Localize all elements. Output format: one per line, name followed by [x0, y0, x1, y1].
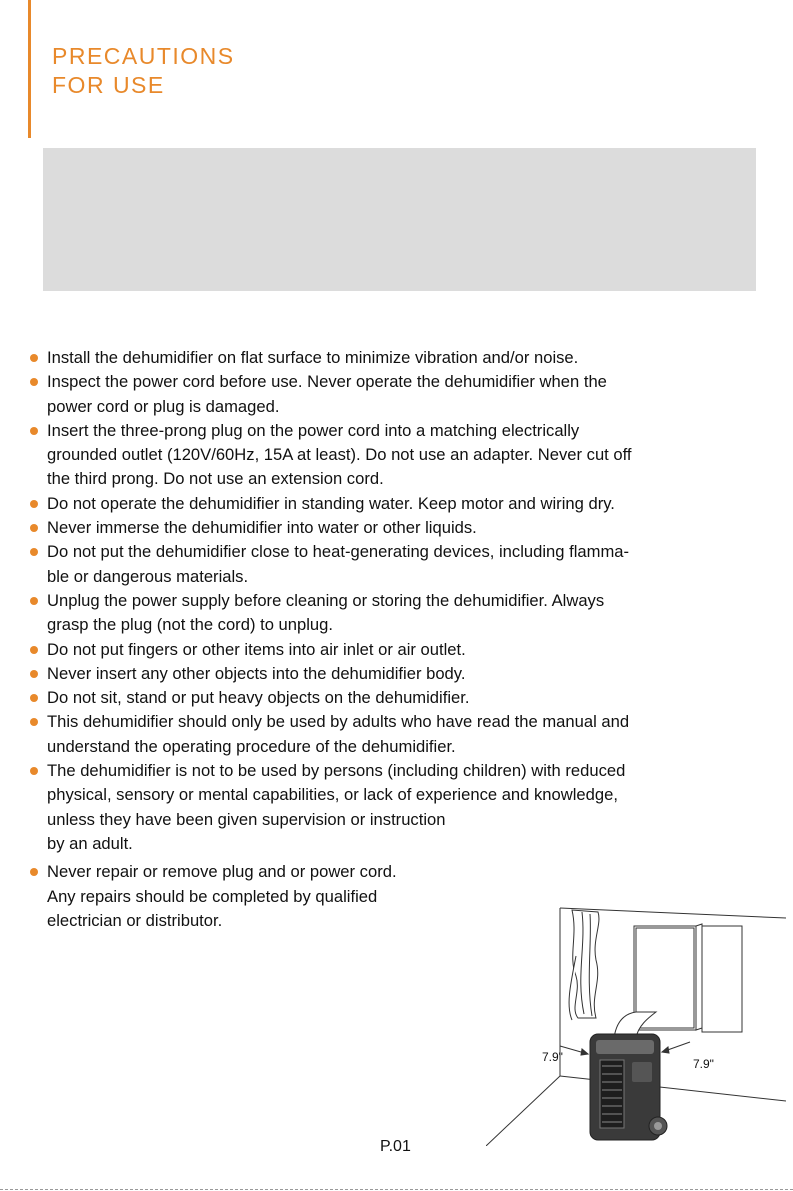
- list-item: [30, 710, 790, 759]
- list-item-text: Never insert any other objects into the dehumidifier body.: [47, 663, 466, 683]
- bullet-dot-icon: [30, 427, 38, 435]
- bullet-dot-icon: [30, 354, 38, 362]
- clearance-illustration: [486, 896, 786, 1146]
- list-item: [30, 492, 790, 516]
- list-item-text: Do not operate the dehumidifier in standing water. Keep motor and wiring dry.: [47, 493, 615, 513]
- page-title: [52, 42, 235, 100]
- list-item: [30, 370, 790, 419]
- bullet-dot-icon: [30, 548, 38, 556]
- list-item: [30, 540, 790, 589]
- title-line-1: PRECAUTIONS: [52, 43, 235, 69]
- list-item-text: Inspect the power cord before use. Never operate the dehumidifier when the power cord or plug is damaged.: [47, 372, 607, 416]
- arrow-head-left-icon: [581, 1049, 588, 1055]
- window-frame: [696, 924, 702, 1030]
- bullet-dot-icon: [30, 868, 38, 876]
- precautions-list: [30, 346, 790, 933]
- list-item-text: Do not put fingers or other items into air inlet or air outlet.: [47, 639, 466, 659]
- window-pane-right: [702, 926, 742, 1032]
- dehumidifier-icon: [590, 1034, 667, 1140]
- floor-left-line: [486, 1076, 560, 1146]
- bullet-dot-icon: [30, 646, 38, 654]
- list-item-text: Do not sit, stand or put heavy objects on the dehumidifier.: [47, 688, 470, 708]
- list-item-text: This dehumidifier should only be used by adults who have read the manual and understand the operating procedure of the dehumidifier.: [47, 712, 630, 756]
- bullet-dot-icon: [30, 694, 38, 702]
- list-item: [30, 589, 790, 638]
- bullet-dot-icon: [30, 597, 38, 605]
- list-item: [30, 759, 790, 856]
- list-item: [30, 638, 790, 662]
- list-item: [30, 686, 790, 710]
- list-item: [30, 346, 790, 370]
- curtain-icon: [569, 910, 599, 1020]
- warning-box: [43, 148, 756, 291]
- clearance-right-label: 7.9": [693, 1057, 714, 1071]
- bullet-dot-icon: [30, 378, 38, 386]
- list-item: [30, 662, 790, 686]
- arrow-head-right-icon: [662, 1047, 669, 1053]
- bullet-dot-icon: [30, 767, 38, 775]
- list-item: [30, 516, 790, 540]
- list-item-text: Never repair or remove plug and or power cord. Any repairs should be completed by qualified electrician or distributor.: [47, 862, 397, 930]
- clearance-left-label: 7.9": [542, 1050, 563, 1064]
- bullet-dot-icon: [30, 524, 38, 532]
- bullet-dot-icon: [30, 500, 38, 508]
- bullet-dot-icon: [30, 718, 38, 726]
- title-line-2: FOR USE: [52, 72, 165, 98]
- list-item-text: Install the dehumidifier on flat surface to minimize vibration and/or noise.: [47, 348, 579, 367]
- page-bottom-divider: [0, 1189, 793, 1190]
- list-item-text: Unplug the power supply before cleaning or storing the dehumidifier. Always grasp the plug (not the cord) to unplug.: [47, 590, 605, 635]
- list-item-text: Never immerse the dehumidifier into water or other liquids.: [47, 518, 477, 538]
- list-item-text: Do not put the dehumidifier close to heat-generating devices, including flamma- ble or dangerous materials.: [47, 542, 630, 586]
- accent-bar: [28, 0, 31, 138]
- list-item-text: Insert the three-prong plug on the power cord into a matching electrically grounded outlet (120V/60Hz, 15A at least). Do not use an adapter. Never cut off the third prong. Do not use an extension cord.: [47, 420, 632, 489]
- list-item-text: The dehumidifier is not to be used by persons (including children) with reduced physical, sensory or mental capabilities, or lack of experience and knowledge, unless they have been given supervision or instruction by an adult.: [47, 761, 626, 853]
- page-number: P.01: [380, 1138, 411, 1155]
- list-item: [30, 419, 790, 492]
- bullet-dot-icon: [30, 670, 38, 678]
